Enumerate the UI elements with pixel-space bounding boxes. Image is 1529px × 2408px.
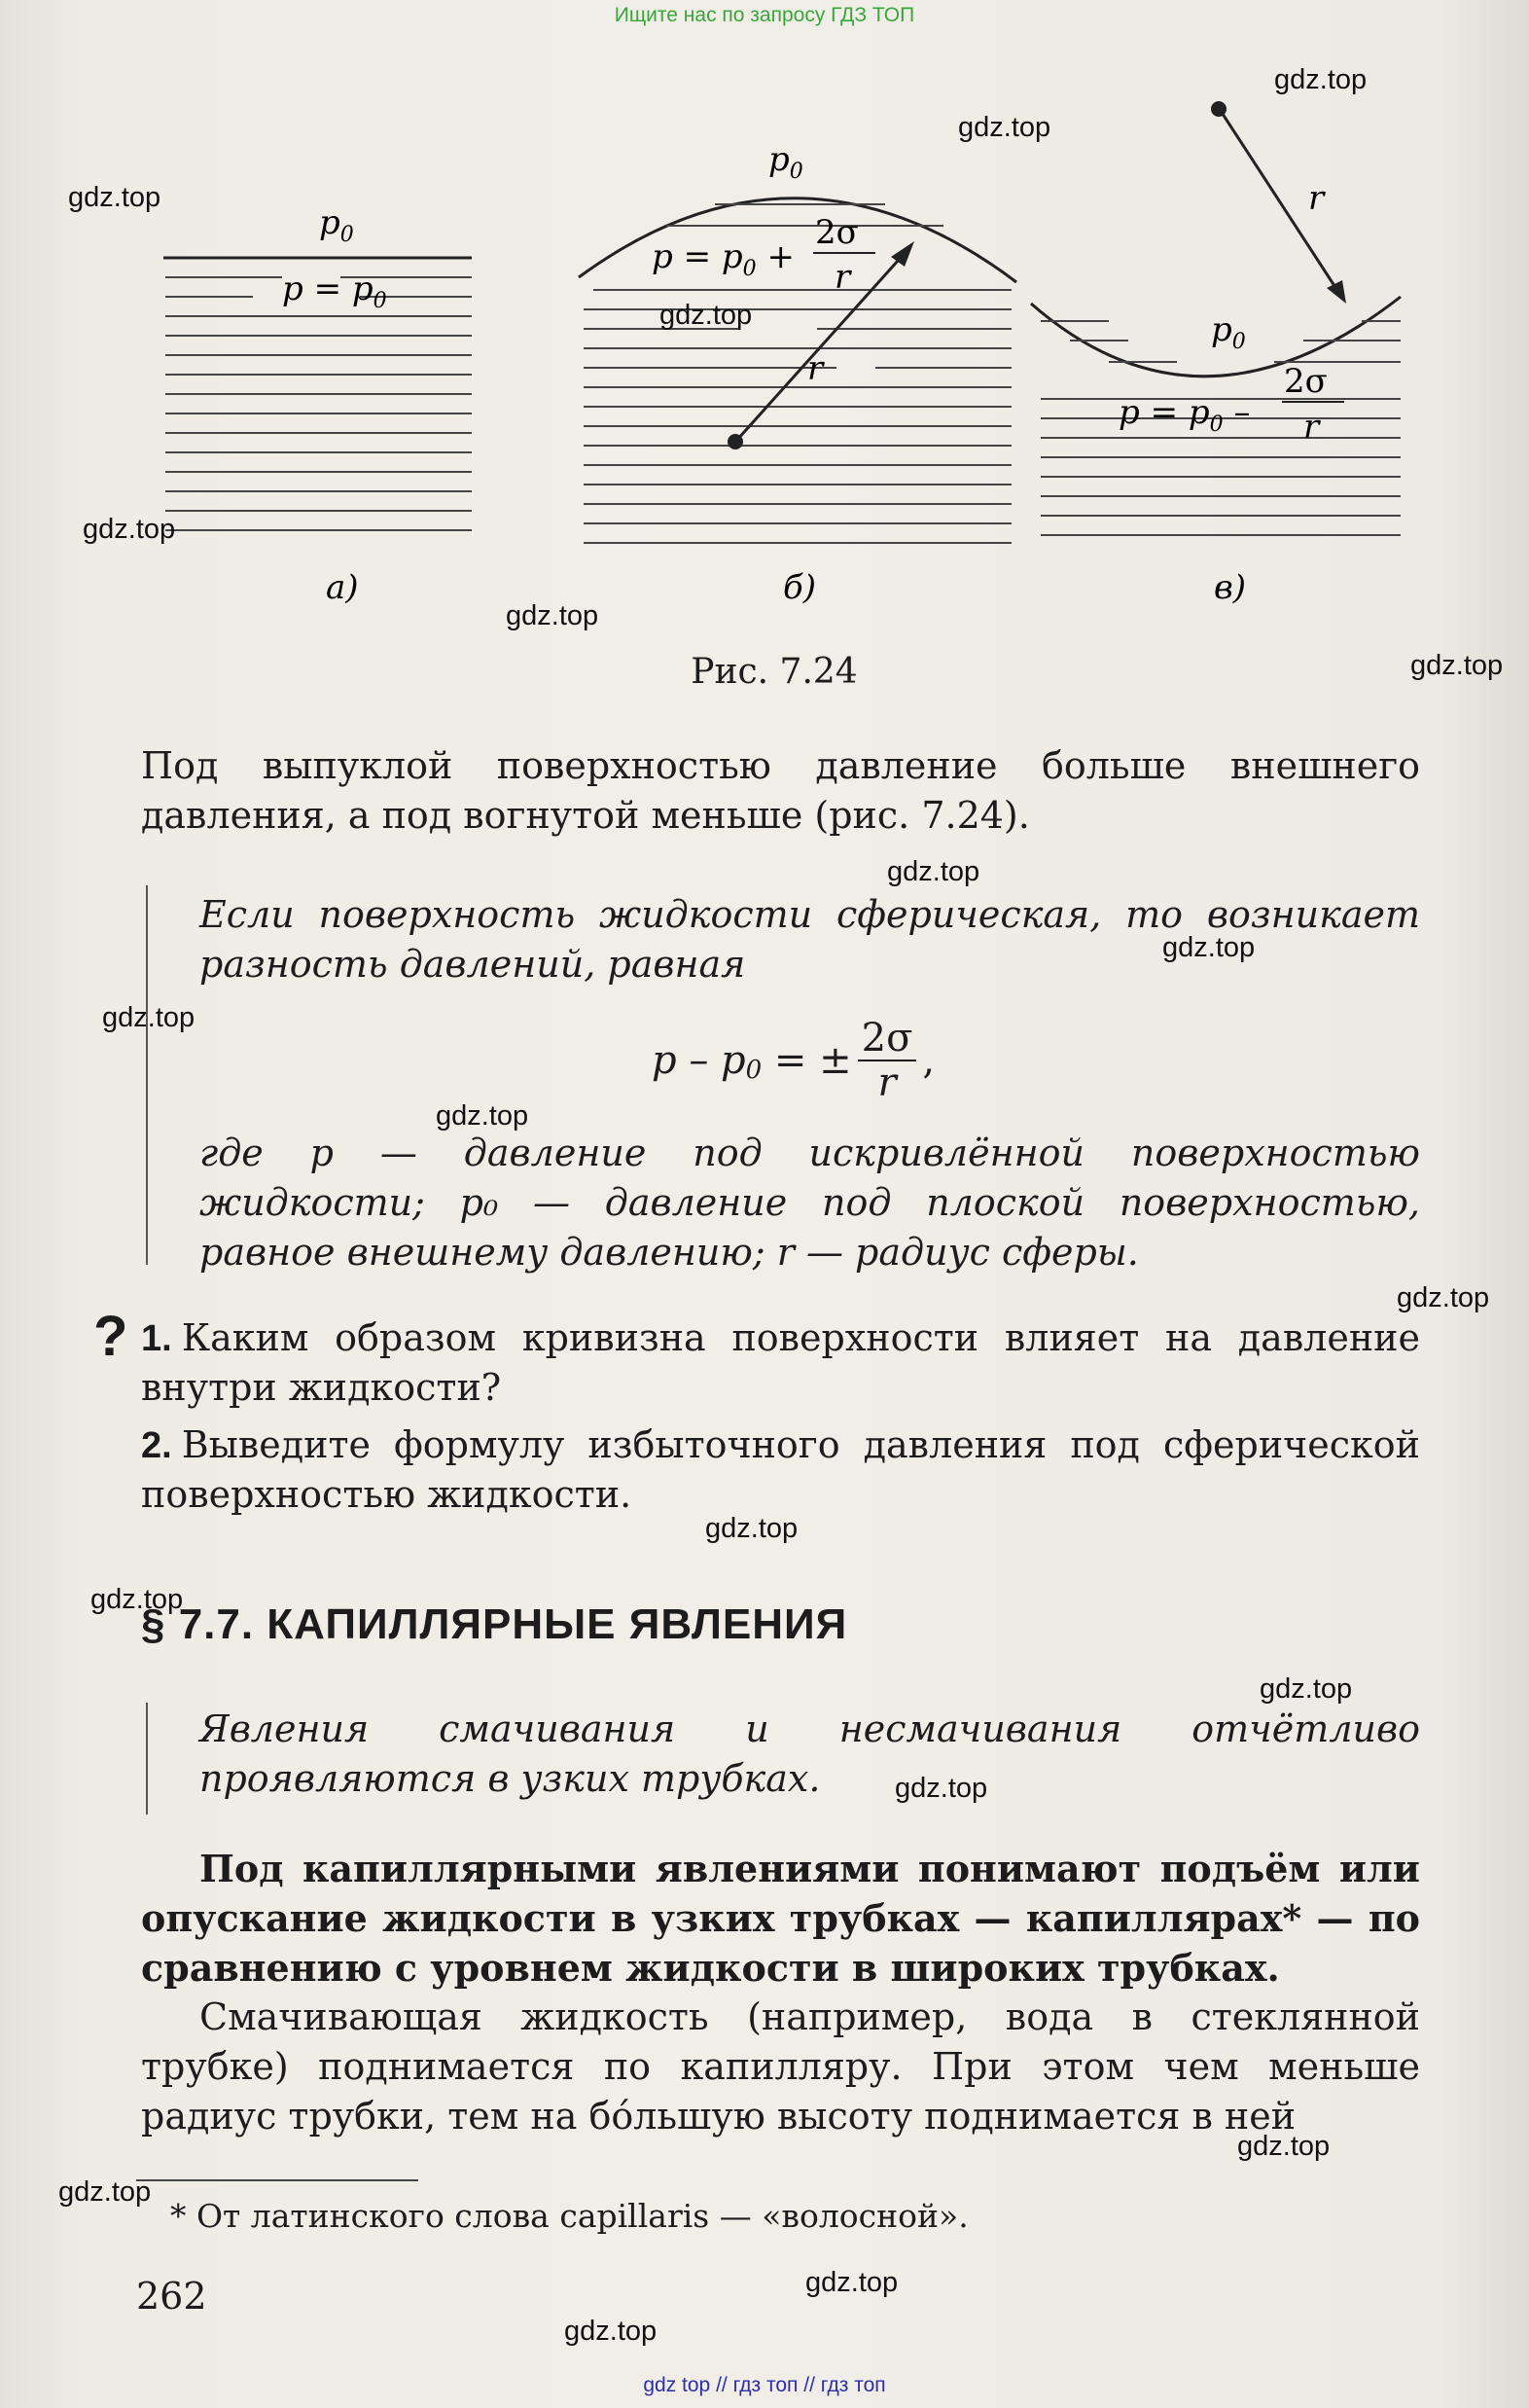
figure-7-24 [136, 58, 1440, 720]
watermark: gdz.top [90, 1584, 184, 1615]
watermark: gdz.top [887, 856, 980, 887]
formula-num: 2σ [858, 1017, 917, 1061]
intro-bar [146, 1703, 148, 1815]
laplace-formula [652, 1017, 935, 1104]
footnote: * От латинского слова capillaris — «волосной». [170, 2197, 969, 2235]
frac-den-c: r [1303, 408, 1320, 447]
arrowhead-c [1327, 280, 1346, 304]
watermark: gdz.top [506, 600, 599, 631]
p0-label-a: $p_0$ [319, 203, 354, 247]
formula-lhs: p – p [652, 1038, 746, 1083]
eq-label-c: $p = p_0$ – [1119, 393, 1251, 437]
frac-num-b: 2σ [815, 213, 859, 252]
watermark: gdz.top [659, 300, 753, 331]
watermark: gdz.top [102, 1002, 196, 1033]
question-1 [141, 1313, 1420, 1412]
rule-text-2: где p — давление под искривлённой поверхностью жидкости; p₀ — давление под плоской поверхностью, равное внешнему давлению; r — радиус сферы. [199, 1132, 1420, 1274]
radius-arrow-b [737, 251, 907, 440]
footnote-rule [136, 2179, 418, 2181]
figure-svg [136, 58, 1440, 720]
watermark: gdz.top [705, 1513, 799, 1544]
watermark: gdz.top [1237, 2131, 1331, 2162]
watermark: gdz.top [1397, 1282, 1490, 1313]
watermark: gdz.top [58, 2176, 152, 2208]
question-2 [141, 1420, 1420, 1519]
eq-label-a: $p = p_0$ [282, 270, 387, 313]
formula-eq: = ± [762, 1038, 852, 1083]
question-mark-icon: ? [93, 1305, 128, 1368]
watermark: gdz.top [1274, 64, 1368, 95]
p0-label-b: $p_0$ [768, 140, 803, 184]
center-dot-b [728, 434, 743, 449]
panel-label-a: а) [326, 568, 359, 607]
watermark: gdz.top [564, 2316, 658, 2347]
panel-b [579, 140, 1016, 607]
watermark: gdz.top [436, 1100, 529, 1132]
radius-label-c: r [1308, 179, 1325, 218]
panel-c [1031, 101, 1401, 607]
watermark: gdz.top [68, 182, 161, 213]
eq-label-b: $p = p_0$ + [652, 237, 795, 281]
watermark: gdz.top [1260, 1673, 1353, 1705]
frac-num-c: 2σ [1284, 362, 1328, 401]
frac-den-b: r [835, 258, 851, 297]
radius-label-b: r [807, 349, 824, 388]
intro-text: Явления смачивания и несмачивания отчётливо проявляются в узких трубках. [199, 1707, 1420, 1800]
page-number: 262 [136, 2275, 207, 2318]
center-dot-c [1211, 101, 1227, 117]
p0-label-c: $p_0$ [1211, 310, 1246, 354]
panel-label-b: б) [783, 568, 817, 607]
section-title: § 7.7. КАПИЛЛЯРНЫЕ ЯВЛЕНИЯ [141, 1600, 848, 1648]
watermark: gdz.top [805, 2267, 899, 2298]
formula-sub: 0 [745, 1056, 763, 1085]
formula-fraction [858, 1017, 917, 1104]
question-2-number: 2. [141, 1425, 172, 1466]
figure-caption: Рис. 7.24 [691, 652, 858, 692]
top-banner[interactable]: Ищите нас по запросу ГДЗ ТОП [614, 4, 915, 26]
watermark: gdz.top [83, 514, 176, 545]
paragraph-capillary: Смачивающая жидкость (например, вода в стеклянной трубке) поднимается по капилляру. При этом чем меньше радиус трубки, тем на бóльшую высоту поднимается в ней [141, 1995, 1420, 2138]
panel-label-c: в) [1214, 568, 1247, 607]
bottom-banner[interactable]: gdz top // гдз топ // гдз топ [643, 2374, 886, 2396]
question-1-number: 1. [141, 1318, 172, 1359]
watermark: gdz.top [895, 1773, 988, 1804]
rule-bar [146, 885, 148, 1265]
paragraph-pressure: Под выпуклой поверхностью давление больше внешнего давления, а под вогнутой меньше (рис. 7.24). [141, 744, 1420, 837]
question-1-text: Каким образом кривизна поверхности влияет на давление внутри жидкости? [141, 1316, 1420, 1409]
watermark: gdz.top [958, 112, 1051, 143]
liquid-hatching-a [165, 277, 472, 530]
watermark: gdz.top [1162, 932, 1256, 963]
formula-tail: , [922, 1038, 936, 1083]
question-2-text: Выведите формулу избыточного давления под сферической поверхностью жидкости. [141, 1423, 1420, 1516]
definition-text: Под капиллярными явлениями понимают подъём или опускание жидкости в узких трубках — капиллярах* — по сравнению с уровнем жидкости в широких трубках. [141, 1847, 1420, 1990]
watermark: gdz.top [1410, 650, 1504, 681]
formula-den: r [877, 1060, 897, 1105]
convex-surface-line [579, 198, 1016, 282]
rule-text-1: Если поверхность жидкости сферическая, то возникает разность давлений, равная [199, 893, 1420, 986]
panel-a [163, 203, 472, 607]
